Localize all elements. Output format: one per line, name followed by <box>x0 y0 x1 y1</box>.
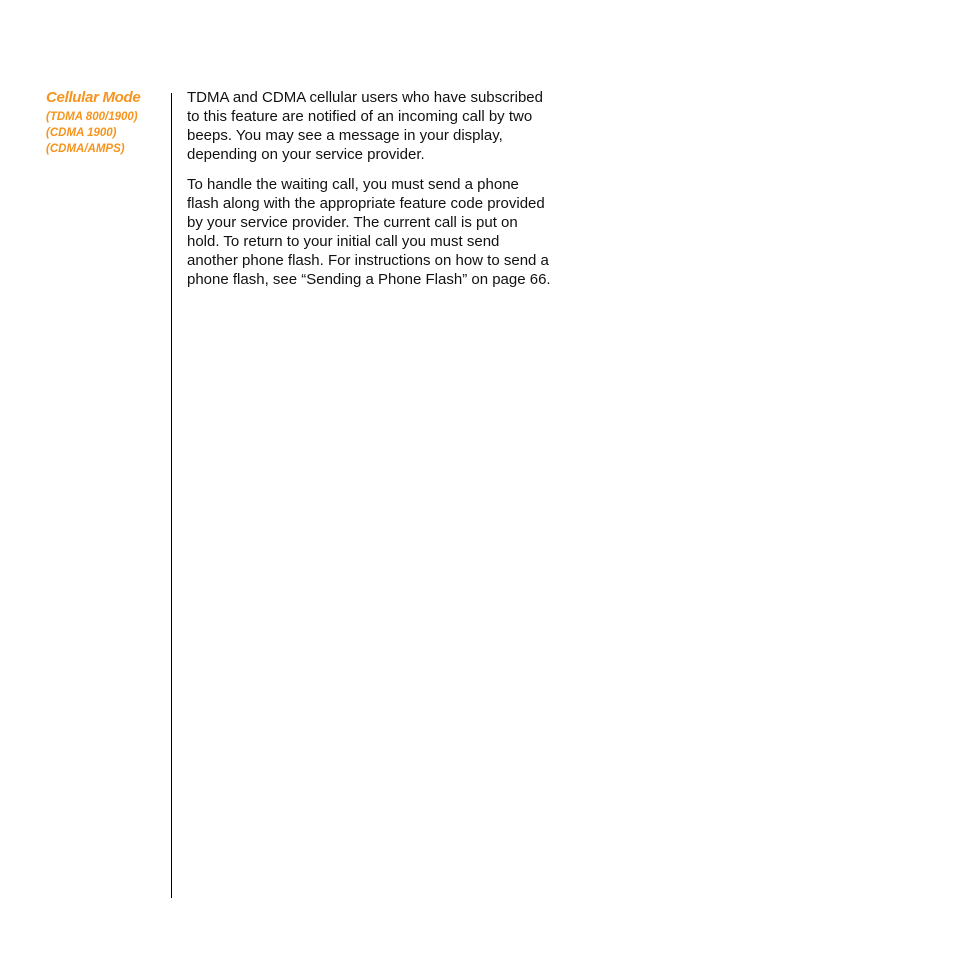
mode-list <box>46 109 166 157</box>
body-text <box>187 88 552 300</box>
sidebar-margin <box>46 88 166 157</box>
mode-label-cdma: (CDMA 1900) <box>46 127 117 139</box>
section-heading: Cellular Mode <box>46 89 141 106</box>
paragraph-intro: TDMA and CDMA cellular users who have subscribed to this feature are notified of an incoming call by two beeps. You may see a message in your display, depending on your service provider. <box>187 89 543 163</box>
paragraph-instructions: To handle the waiting call, you must send a phone flash along with the appropriate feature code provided by your service provider. The current call is put on hold. To return to your initial call you must send another phone flash. For instructions on how to send a phone flash, see “Sending a Phone Flash” on page 66. <box>187 176 551 288</box>
mode-label-amps: (CDMA/AMPS) <box>46 143 125 155</box>
vertical-rule <box>171 93 172 898</box>
mode-label-tdma: (TDMA 800/1900) <box>46 111 138 123</box>
